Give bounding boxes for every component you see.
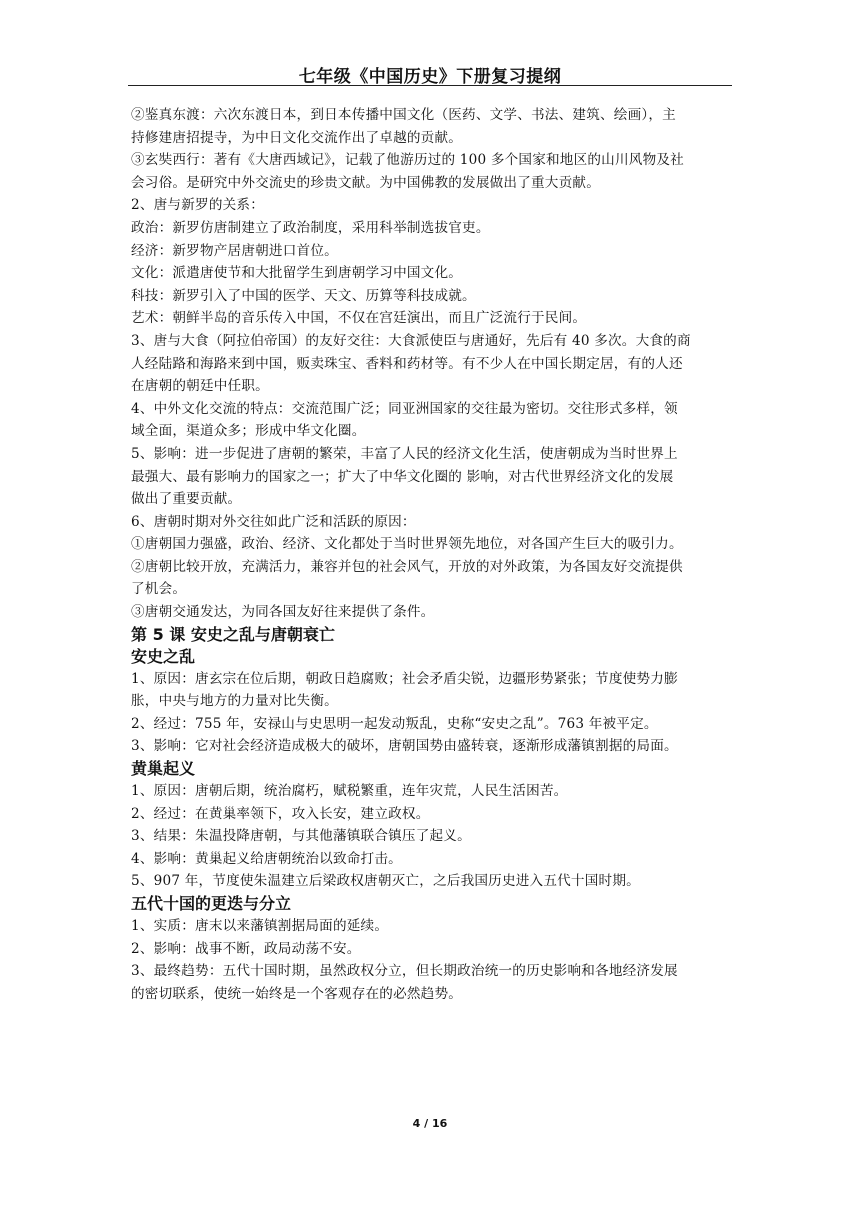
text-line: 会习俗。是研究中外交流史的珍贵文献。为中国佛教的发展做出了重大贡献。 xyxy=(131,174,600,191)
text-line: 最强大、最有影响力的国家之一；扩大了中华文化圈的 影响，对古代世界经济文化的发展 xyxy=(131,468,674,485)
section-heading-wudai: 五代十国的更迭与分立 xyxy=(131,894,292,913)
text-line: 3、影响：它对社会经济造成极大的破坏，唐朝国势由盛转衰，逐渐形成藩镇割据的局面。 xyxy=(131,738,678,755)
page-header-title: 七年级《中国历史》下册复习提纲 xyxy=(298,67,562,87)
text-line: 1、实质：唐末以来藩镇割据局面的延续。 xyxy=(131,918,389,934)
text-line: 持修建唐招提寺，为中日文化交流作出了卓越的贡献。 xyxy=(131,129,463,146)
text-line: 4、影响：黄巢起义给唐朝统治以致命打击。 xyxy=(131,850,402,867)
text-line: 域全面，渠道众多；形成中华文化圈。 xyxy=(131,423,366,440)
text-line: 1、原因：唐玄宗在位后期，朝政日趋腐败；社会矛盾尖锐，边疆形势紧张；节度使势力膨 xyxy=(131,670,678,687)
text-line: 在唐朝的朝廷中任职。 xyxy=(131,378,269,395)
page-content xyxy=(131,104,731,1005)
text-line: 3、唐与大食（阿拉伯帝国）的友好交往：大食派使臣与唐通好，先后有 40 多次。大食的商 xyxy=(131,332,691,349)
text-line: 人经陆路和海路来到中国，贩卖珠宝、香料和药材等。有不少人在中国长期定居，有的人还 xyxy=(131,355,683,372)
text-line: 科技：新罗引入了中国的医学、天文、历算等科技成就。 xyxy=(131,287,476,304)
text-line: 2、唐与新罗的关系： xyxy=(131,197,264,214)
text-line: 经济：新罗物产居唐朝进口首位。 xyxy=(131,242,338,259)
text-line: 1、原因：唐朝后期，统治腐朽，赋税繁重，连年灾荒，人民生活困苦。 xyxy=(131,783,568,800)
text-line: 2、影响：战事不断，政局动荡不安。 xyxy=(131,940,361,957)
text-line: 6、唐朝时期对外交往如此广泛和活跃的原因： xyxy=(131,513,416,530)
page-number: 4 / 16 xyxy=(412,1117,448,1130)
text-line: 5、影响：进一步促进了唐朝的繁荣，丰富了人民的经济文化生活，使唐朝成为当时世界上 xyxy=(131,445,678,462)
header-divider xyxy=(128,85,732,86)
text-line: 3、最终趋势：五代十国时期，虽然政权分立，但长期政治统一的历史影响和各地经济发展 xyxy=(131,963,678,980)
text-line: 了机会。 xyxy=(131,581,187,598)
text-line: 胀，中央与地方的力量对比失衡。 xyxy=(131,693,338,710)
text-line: ③唐朝交通发达，为同各国友好往来提供了条件。 xyxy=(131,604,435,621)
text-line: 2、经过：在黄巢率领下，攻入长安，建立政权。 xyxy=(131,805,430,822)
section-heading-huangchao: 黄巢起义 xyxy=(131,759,196,779)
text-line: 5、907 年，节度使朱温建立后梁政权唐朝灭亡，之后我国历史进入五代十国时期。 xyxy=(131,873,640,890)
section-heading-anshi: 安史之乱 xyxy=(131,646,196,666)
text-line: ②唐朝比较开放，充满活力，兼容并包的社会风气，开放的对外政策，为各国友好交流提供 xyxy=(131,558,683,575)
text-line: 4、中外文化交流的特点：交流范围广泛；同亚洲国家的交往最为密切。交往形式多样，领 xyxy=(131,400,678,417)
text-line: 2、经过：755 年，安禄山与史思明一起发动叛乱，史称“安史之乱”。763 年被平定。 xyxy=(131,715,658,732)
text-line: ②鉴真东渡：六次东渡日本，到日本传播中国文化（医药、文学、书法、建筑、绘画），主 xyxy=(131,107,676,123)
text-line: 的密切联系，使统一始终是一个客观存在的必然趋势。 xyxy=(131,985,463,1002)
text-line: 3、结果：朱温投降唐朝，与其他藩镇联合镇压了起义。 xyxy=(131,828,471,845)
text-line: ①唐朝国力强盛，政治、经济、文化都处于当时世界领先地位，对各国产生巨大的吸引力。 xyxy=(131,536,683,553)
text-line: ③玄奘西行：著有《大唐西域记》，记载了他游历过的 100 多个国家和地区的山川风物及社 xyxy=(131,152,684,169)
text-line: 政治：新罗仿唐制建立了政治制度，采用科举制选拔官吏。 xyxy=(131,219,490,236)
text-line: 做出了重要贡献。 xyxy=(131,491,242,508)
lesson-title: 第 5 课 安史之乱与唐朝衰亡 xyxy=(131,624,335,644)
text-line: 艺术：朝鲜半岛的音乐传入中国，不仅在宫廷演出，而且广泛流行于民间。 xyxy=(131,310,587,327)
text-line: 文化：派遣唐使节和大批留学生到唐朝学习中国文化。 xyxy=(131,265,463,282)
